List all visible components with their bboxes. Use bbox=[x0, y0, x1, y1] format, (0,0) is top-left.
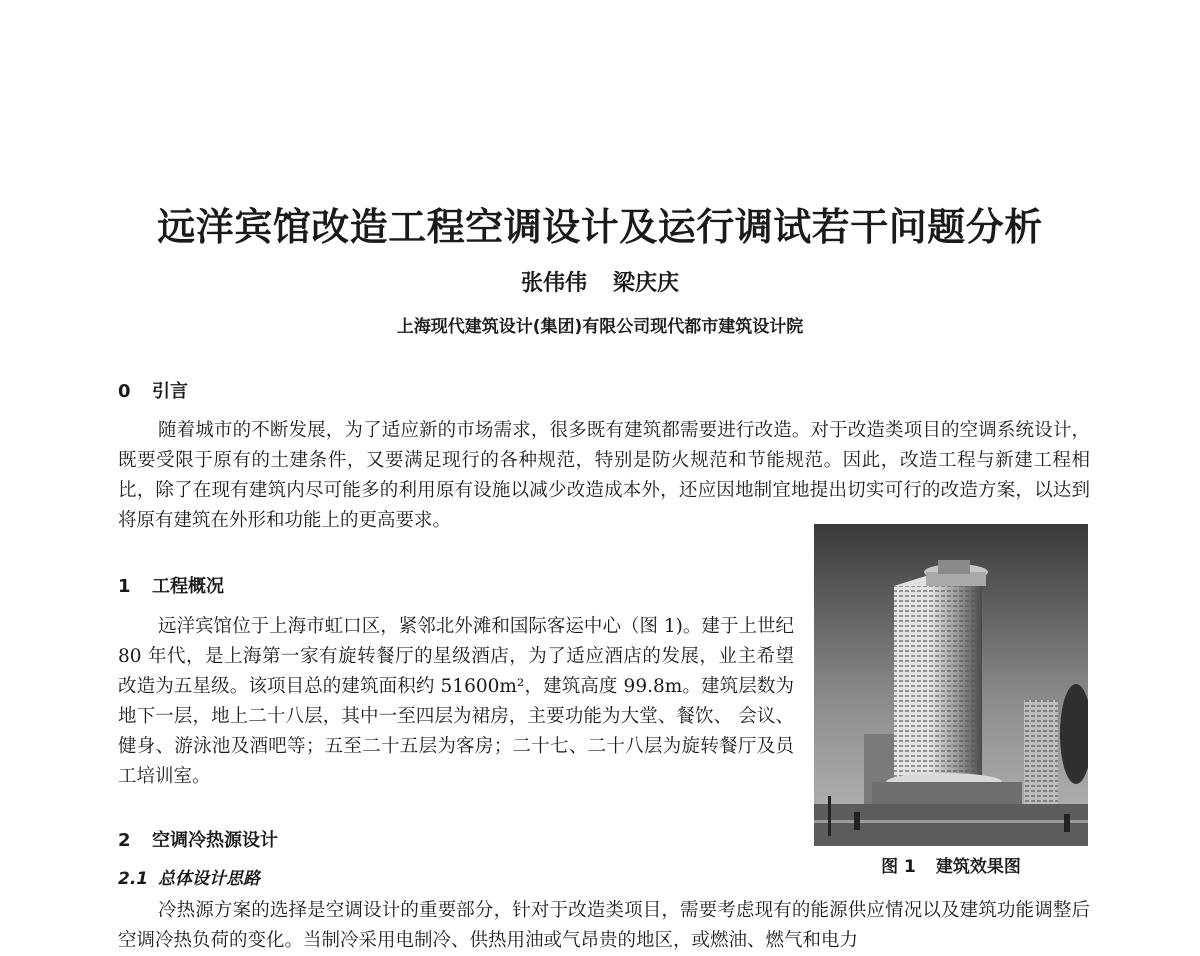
affiliation: 上海现代建筑设计(集团)有限公司现代都市建筑设计院 bbox=[396, 317, 804, 337]
section-heading-intro bbox=[118, 377, 188, 403]
section-heading-design-idea bbox=[118, 864, 260, 889]
section-number: 0 bbox=[118, 381, 131, 402]
section-number: 2 bbox=[118, 830, 131, 851]
section-heading-overview bbox=[118, 572, 224, 598]
paper-title: 远洋宾馆改造工程空调设计及运行调试若干问题分析 bbox=[157, 205, 1043, 249]
figure-caption bbox=[814, 852, 1088, 877]
building-photo-figure bbox=[814, 524, 1088, 846]
author-list bbox=[0, 266, 1200, 297]
section-number: 2.1 bbox=[118, 869, 149, 889]
section-title: 空调冷热源设计 bbox=[152, 830, 278, 851]
figure-caption-text: 建筑效果图 bbox=[935, 857, 1021, 877]
author-name: 张伟伟 bbox=[520, 271, 587, 296]
section-title: 工程概况 bbox=[152, 576, 224, 597]
building-photo-icon bbox=[814, 524, 1088, 846]
intro-paragraph: 随着城市的不断发展，为了适应新的市场需求，很多既有建筑都需要进行改造。对于改造类项目的空调系统设计，既要受限于原有的土建条件，又要满足现行的各种规范，特别是防火规范和节能规范。因此，改造工程与新建工程相比，除了在现有建筑内尽可能多的利用原有设施以减少改造成本外，还应因地制宜地提出切实可行的改造方案，以达到将原有建筑在外形和功能上的更高要求。 bbox=[118, 420, 1090, 531]
section-title: 引言 bbox=[152, 381, 188, 402]
section-heading-hvac bbox=[118, 826, 278, 852]
figure-label: 图 1 bbox=[881, 857, 916, 877]
author-name: 梁庆庆 bbox=[613, 271, 680, 296]
design-idea-paragraph: 冷热源方案的选择是空调设计的重要部分，针对于改造类项目，需要考虑现有的能源供应情况以及建筑功能调整后空调冷热负荷的变化。当制冷采用电制冷、供热用油或气昂贵的地区，或燃油、燃气和电力 bbox=[118, 900, 1090, 951]
overview-paragraph: 远洋宾馆位于上海市虹口区，紧邻北外滩和国际客运中心（图 1)。建于上世纪 80 年代，是上海第一家有旋转餐厅的星级酒店，为了适应酒店的发展，业主希望改造为五星级。该项目总的建筑面积约 51600m²，建筑高度 99.8m。建筑层数为地下一层，地上二十八层，其中一至四层为裙房，主要功能为大堂、餐饮、 会议、健身、游泳池及酒吧等；五至二十五层为客房；二十七、二十八层为旋转餐厅及员工培训室。 bbox=[118, 616, 794, 787]
section-number: 1 bbox=[118, 576, 131, 597]
section-title: 总体设计思路 bbox=[158, 869, 260, 889]
